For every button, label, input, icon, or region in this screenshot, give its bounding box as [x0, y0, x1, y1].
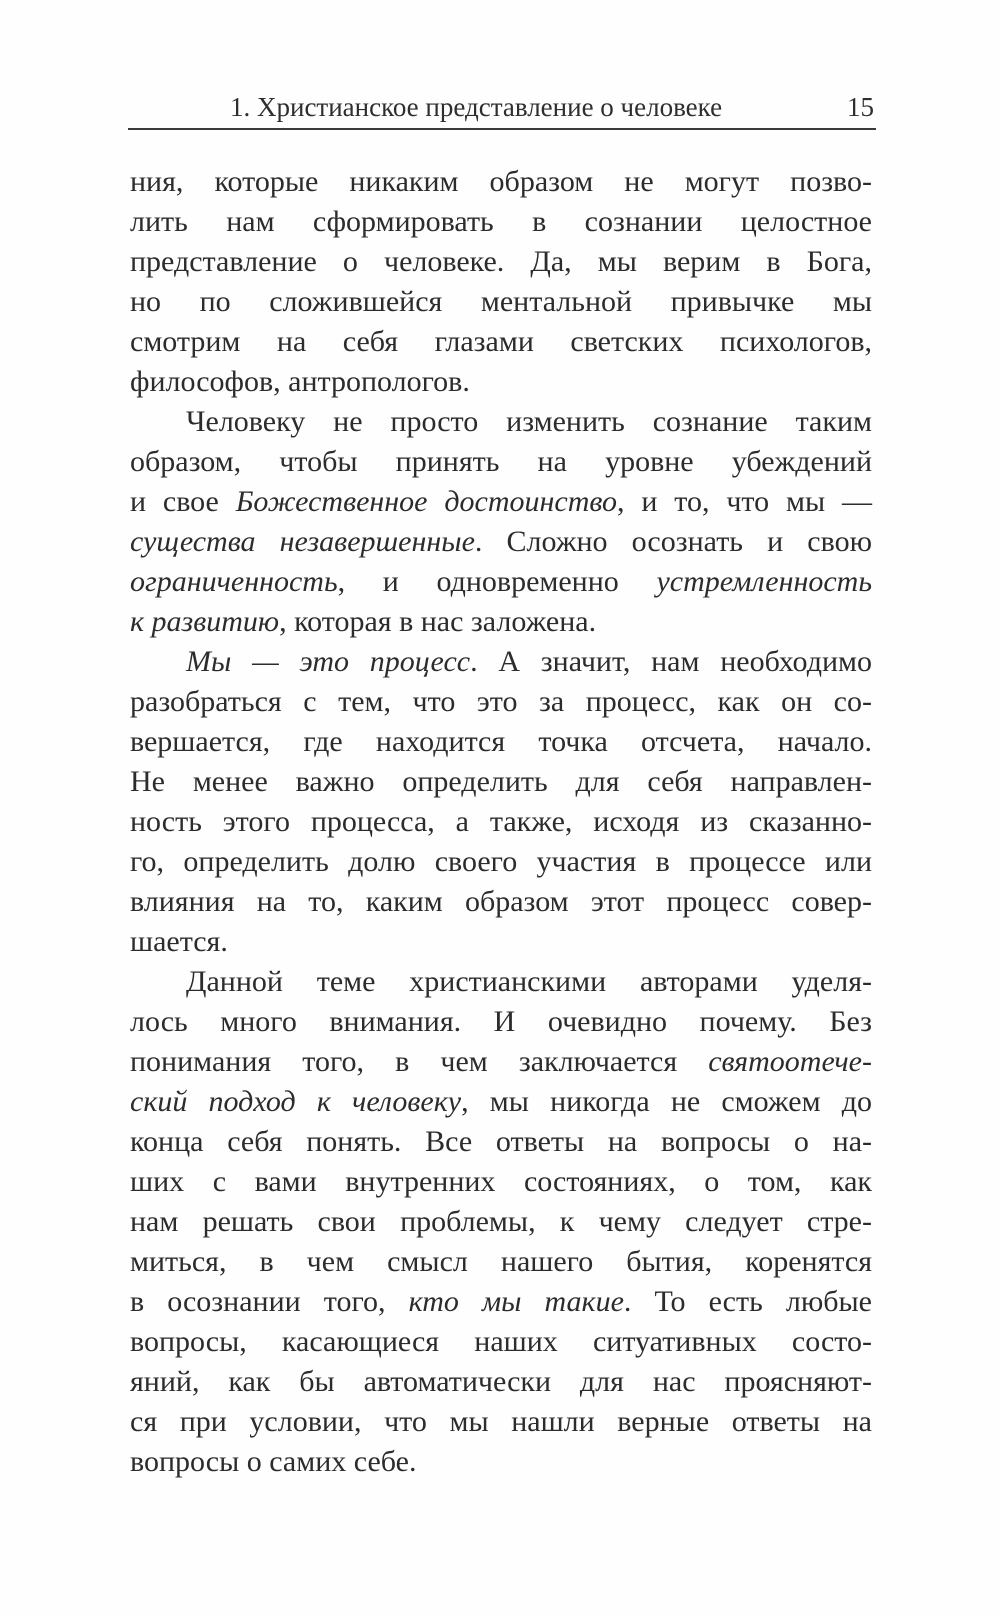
- text-line: [130, 1362, 872, 1402]
- text-line: [130, 802, 872, 842]
- text-run: . А значит, нам необходимо: [470, 645, 872, 678]
- text-line: [130, 842, 872, 882]
- text-line: [130, 1442, 872, 1482]
- text-run: философов, антропологов.: [130, 365, 470, 398]
- text-run: вопросы, касающиеся наших ситуативных состо-: [130, 1325, 872, 1358]
- italic-phrase: ограниченность: [130, 565, 338, 598]
- text-line: [130, 602, 872, 642]
- italic-phrase: кто мы такие: [408, 1285, 624, 1318]
- text-line: [130, 1042, 872, 1082]
- text-line: [130, 362, 872, 402]
- paragraph: [130, 162, 872, 402]
- text-run: вопросы о самих себе.: [130, 1445, 417, 1478]
- running-header: [128, 88, 876, 130]
- text-line: [130, 762, 872, 802]
- text-run: Не менее важно определить для себя направлен-: [130, 765, 872, 798]
- text-line: [130, 1402, 872, 1442]
- text-line: [130, 722, 872, 762]
- text-line: [130, 642, 872, 682]
- text-run: ся при условии, что мы нашли верные ответы на: [130, 1405, 872, 1438]
- text-line: [130, 1202, 872, 1242]
- italic-phrase: святоотече-: [708, 1045, 872, 1078]
- text-run: представление о человеке. Да, мы верим в Бога,: [130, 245, 872, 278]
- text-run: ших с вами внутренних состояниях, о том, как: [130, 1165, 872, 1198]
- text-run: Данной теме христианскими авторами уделя-: [186, 965, 872, 998]
- text-run: , и то, что мы —: [617, 485, 872, 518]
- text-run: , мы никогда не сможем до: [461, 1085, 872, 1118]
- text-line: [130, 402, 872, 442]
- text-run: конца себя понять. Все ответы на вопросы о на-: [130, 1125, 872, 1158]
- text-run: ность этого процесса, а также, исходя из сказанно-: [130, 805, 872, 838]
- body-text: [130, 162, 872, 1482]
- text-line: [130, 922, 872, 962]
- text-line: [130, 682, 872, 722]
- text-line: [130, 1242, 872, 1282]
- text-line: [130, 322, 872, 362]
- text-run: ния, которые никаким образом не могут позво-: [130, 165, 872, 198]
- italic-phrase: существа незавершенные: [130, 525, 475, 558]
- text-run: яний, как бы автоматически для нас проясняют-: [130, 1365, 872, 1398]
- italic-phrase: к развитию: [130, 605, 280, 638]
- paragraph: [130, 962, 872, 1482]
- text-line: [130, 962, 872, 1002]
- text-run: лить нам сформировать в сознании целостное: [130, 205, 872, 238]
- italic-phrase: Мы — это процесс: [186, 645, 471, 678]
- text-line: [130, 1162, 872, 1202]
- text-run: нам решать свои проблемы, к чему следует стре-: [130, 1205, 872, 1238]
- text-run: , и одновременно: [337, 565, 657, 598]
- text-line: [130, 882, 872, 922]
- chapter-title: 1. Христианское представление о человеке: [230, 92, 723, 122]
- text-run: шается.: [130, 925, 228, 958]
- text-run: и свое: [130, 485, 236, 518]
- text-line: [130, 1122, 872, 1162]
- paragraph: [130, 642, 872, 962]
- text-run: вершается, где находится точка отсчета, начало.: [130, 725, 872, 758]
- text-run: влияния на то, каким образом этот процесс совер-: [130, 885, 872, 918]
- text-line: [130, 1322, 872, 1362]
- text-run: в осознании того,: [130, 1285, 409, 1318]
- text-line: [130, 242, 872, 282]
- text-line: [130, 562, 872, 602]
- text-line: [130, 522, 872, 562]
- text-run: лось много внимания. И очевидно почему. Без: [130, 1005, 872, 1038]
- text-run: но по сложившейся ментальной привычке мы: [130, 285, 872, 318]
- text-run: разобраться с тем, что это за процесс, как он со-: [130, 685, 872, 718]
- italic-phrase: устремленность: [656, 565, 872, 598]
- text-run: го, определить долю своего участия в процессе или: [130, 845, 872, 878]
- text-line: [130, 482, 872, 522]
- text-line: [130, 202, 872, 242]
- text-run: , которая в нас заложена.: [279, 605, 597, 638]
- text-run: . Сложно осознать и свою: [474, 525, 872, 558]
- text-run: образом, чтобы принять на уровне убеждений: [130, 445, 872, 478]
- text-line: [130, 1002, 872, 1042]
- italic-phrase: ский подход к человеку: [130, 1085, 462, 1118]
- text-run: миться, в чем смысл нашего бытия, коренятся: [130, 1245, 872, 1278]
- text-line: [130, 282, 872, 322]
- text-line: [130, 442, 872, 482]
- text-run: смотрим на себя глазами светских психологов,: [130, 325, 872, 358]
- text-run: . То есть любые: [623, 1285, 872, 1318]
- text-run: Человеку не просто изменить сознание таким: [186, 405, 872, 438]
- italic-phrase: Божественное достоинство: [235, 485, 617, 518]
- paragraph: [130, 402, 872, 642]
- page-number: 15: [847, 92, 874, 122]
- text-line: [130, 1282, 872, 1322]
- text-line: [130, 1082, 872, 1122]
- text-line: [130, 162, 872, 202]
- text-run: понимания того, в чем заключается: [130, 1045, 709, 1078]
